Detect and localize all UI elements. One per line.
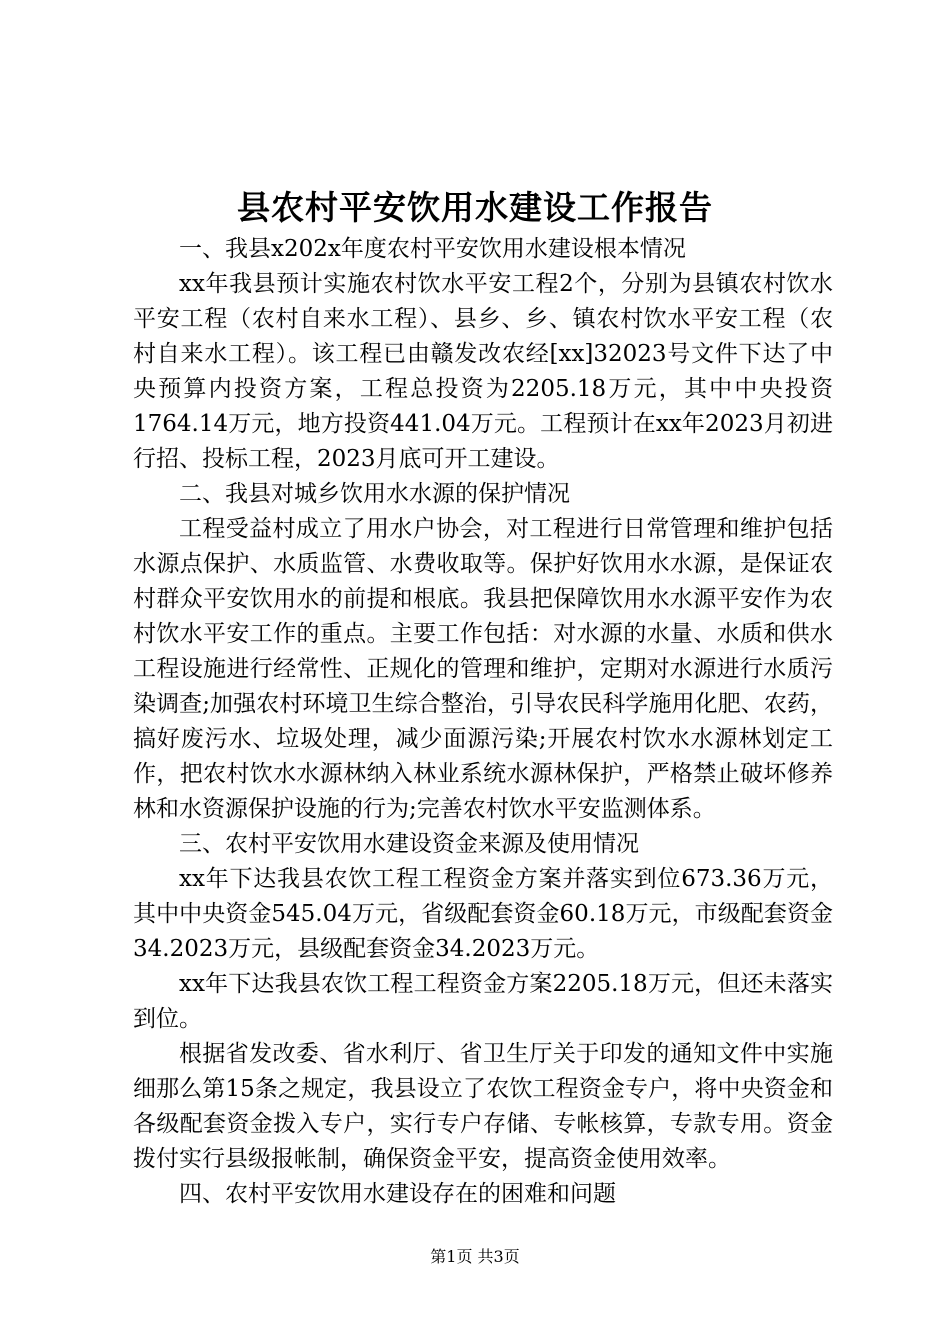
section-heading-3: 三、农村平安饮用水建设资金来源及使用情况 bbox=[179, 831, 639, 857]
section-heading-4: 四、农村平安饮用水建设存在的困难和问题 bbox=[179, 1181, 616, 1207]
body-paragraph: 工程受益村成立了用水户协会，对工程进行日常管理和维护包括水源点保护、水质监管、水费收取等。保护好饮用水水源，是保证农村群众平安饮用水的前提和根底。我县把保障饮用水水源平安作为农村饮水平安工作的重点。主要工作包括：对水源的水量、水质和供水工程设施进行经常性、正规化的管理和维护，定期对水源进行水质污染调查;加强农村环境卫生综合整治，引导农民科学施用化肥、农药，搞好废污水、垃圾处理，减少面源污染;开展农村饮水水源林划定工作，把农村饮水水源林纳入林业系统水源林保护，严格禁止破坏修养林和水资源保护设施的行为;完善农村饮水平安监测体系。 bbox=[133, 516, 833, 822]
body-paragraph: xx年我县预计实施农村饮水平安工程2个，分别为县镇农村饮水平安工程（农村自来水工程）、县乡、乡、镇农村饮水平安工程（农村自来水工程）。该工程已由赣发改农经[xx]32023号文件下达了中央预算内投资方案，工程总投资为2205.18万元，其中中央投资1764.14万元，地方投资441.04万元。工程预计在xx年2023月初进行招、投标工程，2023月底可开工建设。 bbox=[133, 271, 833, 472]
section-heading-1: 一、我县x202x年度农村平安饮用水建设根本情况 bbox=[179, 236, 686, 262]
body-paragraph: 根据省发改委、省水利厅、省卫生厅关于印发的通知文件中实施细那么第15条之规定，我县设立了农饮工程资金专户，将中央资金和各级配套资金拨入专户，实行专户存储、专帐核算，专款专用。资金拨付实行县级报帐制，确保资金平安，提高资金使用效率。 bbox=[133, 1041, 833, 1172]
document-body bbox=[133, 232, 833, 1212]
document-title: 县农村平安饮用水建设工作报告 bbox=[237, 188, 713, 227]
section-heading-2: 二、我县对城乡饮用水水源的保护情况 bbox=[179, 481, 570, 507]
body-paragraph: xx年下达我县农饮工程工程资金方案2205.18万元，但还未落实到位。 bbox=[133, 971, 833, 1032]
page-number-footer: 第1页 共3页 bbox=[430, 1247, 520, 1266]
body-paragraph: xx年下达我县农饮工程工程资金方案并落实到位673.36万元，其中中央资金545.04万元，省级配套资金60.18万元，市级配套资金34.2023万元，县级配套资金34.2023万元。 bbox=[133, 866, 833, 962]
